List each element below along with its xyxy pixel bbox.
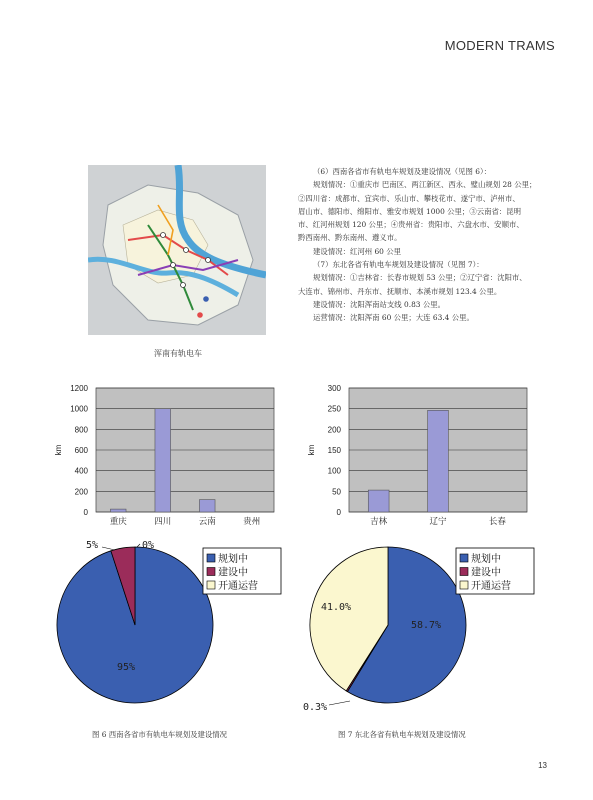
pie-value-label: 58.7% xyxy=(410,620,442,631)
text-line: 市、红河州规划 120 公里；④贵州省：贵阳市、六盘水市、安顺市、 xyxy=(298,220,524,230)
text-line: 运营情况：沈阳浑南 60 公里；大连 63.4 公里。 xyxy=(313,313,474,323)
fig6-caption: 图 6 西南各省市有轨电车规划及建设情况 xyxy=(92,730,228,739)
fig6-bar-chart xyxy=(40,380,290,530)
running-header: MODERN TRAMS xyxy=(444,38,555,53)
page-number: 13 xyxy=(538,761,547,770)
bar-chart-southwest xyxy=(40,380,290,530)
legend-swatch xyxy=(207,568,215,576)
y-tick-label: 300 xyxy=(327,384,341,393)
y-tick-label: 250 xyxy=(327,404,341,414)
pie-chart-northeast xyxy=(293,530,543,720)
legend-label: 规划中 xyxy=(218,554,248,565)
leader-line xyxy=(102,547,115,550)
y-tick-label: 1200 xyxy=(70,384,88,393)
fig7-pie-chart xyxy=(293,530,543,720)
bar-云南 xyxy=(199,500,215,512)
bar-辽宁 xyxy=(428,410,449,512)
text-line: （6）西南各省市有轨电车规划及建设情况（见图 6）： xyxy=(313,167,492,176)
text-line: 眉山市、德阳市、绵阳市、雅安市规划 1000 公里；③云南省：昆明 xyxy=(298,206,522,216)
x-tick-label: 重庆 xyxy=(109,517,127,527)
y-tick-label: 50 xyxy=(332,487,341,497)
legend-label: 开通运营 xyxy=(218,581,258,592)
leader-line xyxy=(137,544,140,547)
pie-value-label: 0.3% xyxy=(302,702,328,713)
legend-swatch xyxy=(207,554,215,562)
leader-line xyxy=(329,701,350,705)
tram-route-map xyxy=(88,165,266,335)
fig7-caption: 图 7 东北各省有轨电车规划及建设情况 xyxy=(338,730,466,739)
x-tick-label: 吉林 xyxy=(370,517,388,527)
y-tick-label: 1000 xyxy=(70,404,88,414)
text-line: 建设情况：红河州 60 公里 xyxy=(313,246,402,256)
legend-swatch xyxy=(460,554,468,562)
y-tick-label: 200 xyxy=(327,425,341,435)
pie-value-label: 5% xyxy=(85,540,99,551)
x-tick-label: 长春 xyxy=(488,517,506,527)
text-line: （7）东北各省有轨电车规划及建设情况（见图 7）： xyxy=(313,260,484,270)
y-axis-label: km xyxy=(54,444,63,456)
y-tick-label: 800 xyxy=(74,425,88,435)
legend-label: 开通运营 xyxy=(471,581,511,592)
map-caption: 浑南有轨电车 xyxy=(154,349,202,358)
text-line: 黔西南州、黔东南州、遵义市。 xyxy=(298,233,402,243)
legend-swatch xyxy=(207,581,215,589)
legend-label: 建设中 xyxy=(218,567,248,579)
text-line: 大连市、锦州市、丹东市、抚顺市、本溪市规划 123.4 公里。 xyxy=(298,286,502,296)
pie-value-label: 0% xyxy=(141,540,155,551)
y-tick-label: 600 xyxy=(74,446,88,455)
text-line: 建设情况：沈阳浑南站支线 0.83 公里。 xyxy=(313,299,446,309)
y-axis-label: km xyxy=(307,444,316,456)
fig7-bar-chart xyxy=(293,380,543,530)
x-tick-label: 贵州 xyxy=(243,517,261,527)
legend-swatch xyxy=(460,568,468,576)
map-illustration xyxy=(88,165,266,335)
fig6-pie-chart xyxy=(40,530,290,720)
x-tick-label: 云南 xyxy=(198,517,216,527)
x-tick-label: 四川 xyxy=(154,517,172,527)
y-tick-label: 200 xyxy=(74,487,88,497)
text-line: ②四川省：成都市、宜宾市、乐山市、攀枝花市、遂宁市、泸州市、 xyxy=(298,193,520,203)
y-tick-label: 400 xyxy=(74,466,88,476)
text-line: 规划情况：①重庆市 巴南区、两江新区、西永、璧山规划 28 公里； xyxy=(313,180,537,190)
bar-吉林 xyxy=(368,490,389,512)
text-line: 规划情况：①吉林省：长春市规划 53 公里；②辽宁省：沈阳市、 xyxy=(313,273,527,283)
body-text xyxy=(298,165,563,325)
pie-chart-southwest xyxy=(40,530,290,720)
bar-重庆 xyxy=(110,509,126,512)
y-tick-label: 100 xyxy=(327,466,341,476)
y-tick-label: 0 xyxy=(336,508,341,517)
pie-value-label: 95% xyxy=(116,662,136,673)
legend-label: 规划中 xyxy=(471,554,501,565)
y-tick-label: 0 xyxy=(83,508,88,517)
y-tick-label: 150 xyxy=(327,446,341,455)
legend-label: 建设中 xyxy=(471,567,501,579)
legend-swatch xyxy=(460,581,468,589)
x-tick-label: 辽宁 xyxy=(429,517,447,527)
bar-chart-northeast xyxy=(293,380,543,530)
bar-四川 xyxy=(155,409,171,512)
pie-value-label: 41.0% xyxy=(320,602,352,613)
